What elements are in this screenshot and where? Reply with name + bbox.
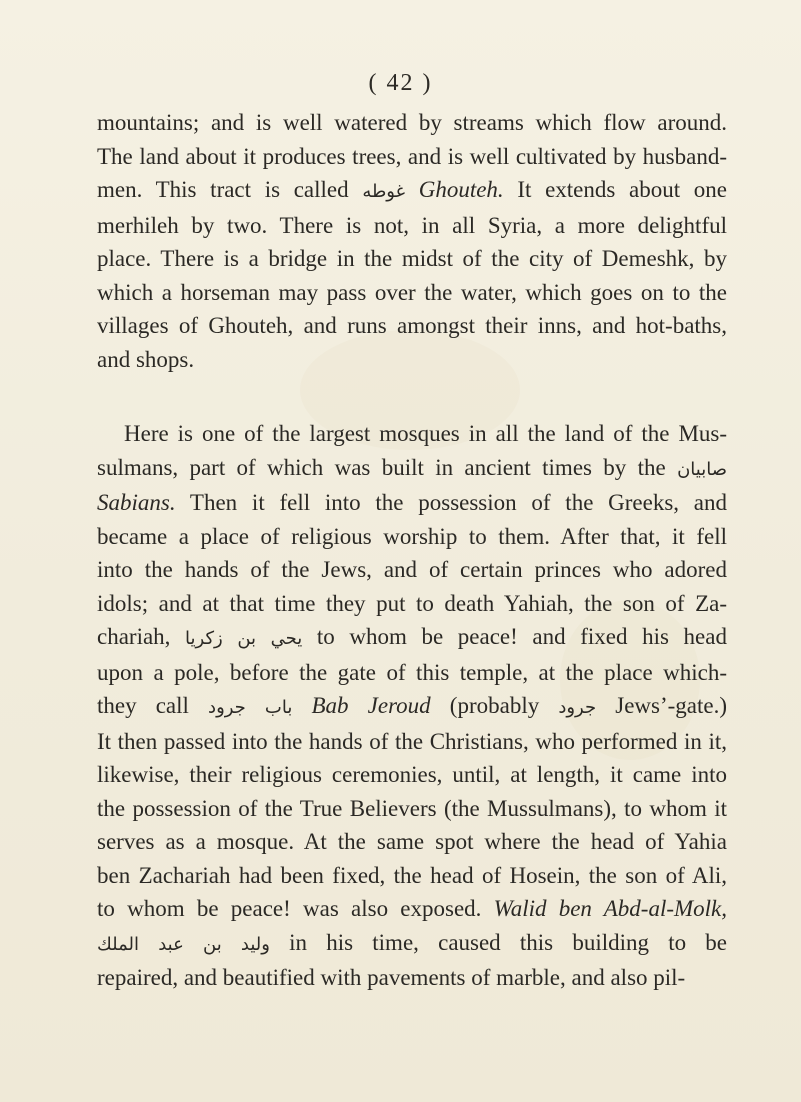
text-run: became a place of religious worship to them. After that, it fell	[97, 523, 727, 549]
text-run: to whom be peace! and fixed his head	[302, 624, 727, 649]
text-run: they call	[97, 693, 209, 718]
text-run: chariah,	[97, 624, 186, 649]
text-run: upon a pole, before the gate of this temple, at the place which-	[97, 659, 727, 685]
text-run: into the hands of the Jews, and of certain princes who adored	[97, 557, 727, 582]
text-run	[292, 693, 311, 718]
page-number: ( 42 )	[368, 70, 433, 96]
text-run: It then passed into the hands of the Christians, who performed in it,	[97, 728, 727, 754]
text-line	[97, 309, 727, 343]
text-run: It extends about one	[503, 177, 727, 202]
text-run: in his time, caused this building to be	[269, 929, 727, 955]
text-line	[97, 792, 727, 826]
italic-term: Sabians.	[97, 490, 176, 515]
text-line	[97, 343, 727, 377]
arabic-term: وليد بن عبد الملك	[97, 933, 270, 955]
text-run: which a horseman may pass over the water, which goes on to the	[97, 279, 727, 305]
text-run: to whom be peace! was also exposed.	[97, 896, 494, 921]
text-run	[405, 177, 419, 202]
paragraph-1	[97, 106, 727, 376]
italic-term: Bab Jeroud	[311, 693, 431, 718]
text-line	[97, 825, 727, 859]
text-run: The land about it produces trees, and is well cultivated by husband-	[97, 143, 727, 169]
text-run: place. There is a bridge in the midst of the city of Demeshk, by	[97, 246, 727, 271]
text-run: men. This tract is called	[97, 177, 363, 202]
text-line	[97, 173, 727, 209]
text-run: repaired, and beautified with pavements of marble, and also pil-	[97, 965, 686, 990]
text-line	[97, 209, 727, 243]
text-line	[97, 961, 727, 995]
arabic-term: جرود	[558, 697, 597, 718]
text-line	[97, 486, 727, 520]
text-line	[97, 417, 727, 451]
text-line	[97, 140, 727, 174]
text-run: mountains; and is well watered by streams which flow around.	[97, 110, 727, 135]
text-run: Here is one of the largest mosques in all the land of the Mus-	[124, 421, 727, 446]
arabic-term: غوطه	[362, 181, 406, 202]
text-line	[97, 587, 727, 621]
paragraph-2	[97, 417, 727, 995]
arabic-term: يحي بن زكريا	[185, 628, 303, 649]
text-run: and shops.	[97, 346, 195, 372]
text-run: Then it fell into the possession of the Greeks, and	[175, 490, 727, 515]
text-line	[97, 926, 727, 962]
text-line	[97, 725, 727, 759]
text-line	[97, 892, 727, 926]
text-run: merhileh by two. There is not, in all Syria, a more delightful	[97, 212, 727, 238]
text-line	[97, 620, 727, 656]
text-line	[97, 106, 727, 140]
text-run: (probably	[430, 693, 559, 718]
text-line	[97, 758, 727, 792]
text-line	[97, 859, 727, 893]
text-run: serves as a mosque. At the same spot where the head of Yahia	[97, 829, 727, 854]
arabic-term: صابيان	[677, 458, 727, 480]
text-run: likewise, their religious ceremonies, until, at length, it came into	[97, 762, 727, 787]
text-run: Jews’-gate.)	[596, 693, 728, 718]
text-run: the possession of the True Believers (the Mussulmans), to whom it	[97, 795, 727, 821]
arabic-term: باب جرود	[208, 697, 293, 718]
text-line	[97, 451, 727, 487]
text-line	[97, 553, 727, 587]
italic-term: Ghouteh.	[418, 177, 504, 202]
italic-term: Walid ben Abd-al-Molk,	[493, 896, 728, 921]
text-run: villages of Ghouteh, and runs amongst their inns, and hot-baths,	[97, 313, 727, 338]
text-run: idols; and at that time they put to death Yahiah, the son of Za-	[97, 590, 727, 616]
text-line	[97, 656, 727, 690]
text-line	[97, 276, 727, 310]
text-line	[97, 689, 727, 725]
text-run: sulmans, part of which was built in ancient times by the	[97, 454, 678, 480]
text-line	[97, 242, 727, 276]
text-line	[97, 520, 727, 554]
text-run: ben Zachariah had been fixed, the head of Hosein, the son of Ali,	[97, 862, 727, 888]
